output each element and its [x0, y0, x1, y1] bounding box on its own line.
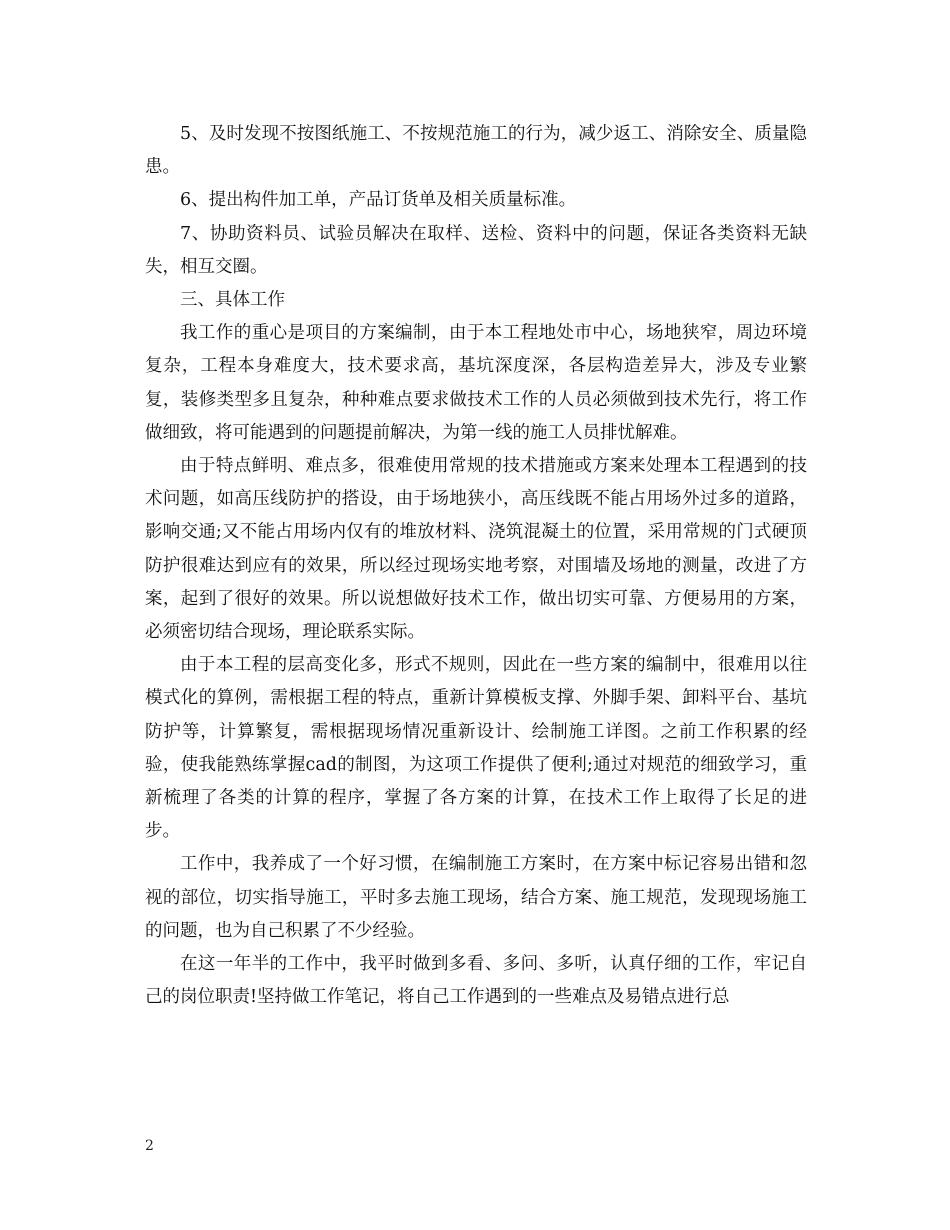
document-body: [145, 118, 807, 1014]
paragraph-item-6: 6、提出构件加工单，产品订货单及相关质量标准。: [180, 190, 577, 211]
paragraph-year-and-half: 在这一年半的工作中，我平时做到多看、多问、多听，认真仔细的工作，牢记自己的岗位职责!坚持做工作笔记，将自己工作遇到的一些难点及易错点进行总: [145, 954, 807, 1008]
paragraph-technical-issues: 由于特点鲜明、难点多，很难使用常规的技术措施或方案来处理本工程遇到的技术问题，如高压线防护的搭设，由于场地狭小，高压线既不能占用场外过多的道路，影响交通;又不能占用场内仅有的堆放材料、浇筑混凝土的位置，采用常规的门式硬顶防护很难达到应有的效果，所以经过现场实地考察，对围墙及场地的测量，改进了方案，起到了很好的效果。所以说想做好技术工作，做出切实可靠、方便易用的方案，必须密切结合现场，理论联系实际。: [145, 456, 807, 643]
paragraph-good-habits: 工作中，我养成了一个好习惯，在编制施工方案时，在方案中标记容易出错和忽视的部位，切实指导施工，平时多去施工现场，结合方案、施工规范，发现现场施工的问题，也为自己积累了不少经验。: [145, 854, 807, 941]
paragraph-floor-height-changes: 由于本工程的层高变化多，形式不规则，因此在一些方案的编制中，很难用以往模式化的算例，需根据工程的特点，重新计算模板支撑、外脚手架、卸料平台、基坑防护等，计算繁复，需根据现场情况重新设计、绘制施工详图。之前工作积累的经验，使我能熟练掌握cad的制图，为这项工作提供了便利;通过对规范的细致学习，重新梳理了各类的计算的程序，掌握了各方案的计算，在技术工作上取得了长足的进步。: [145, 655, 807, 842]
page-number: 2: [145, 1138, 154, 1154]
paragraph-work-focus: 我工作的重心是项目的方案编制，由于本工程地处市中心，场地狭窄，周边环境复杂，工程本身难度大，技术要求高，基坑深度深，各层构造差异大，涉及专业繁复，装修类型多且复杂，种种难点要求做技术工作的人员必须做到技术先行，将工作做细致，将可能遇到的问题提前解决，为第一线的施工人员排忧解难。: [145, 323, 807, 443]
paragraph-item-5: 5、及时发现不按图纸施工、不按规范施工的行为，减少返工、消除安全、质量隐患。: [145, 124, 807, 178]
paragraph-item-7: 7、协助资料员、试验员解决在取样、送检、资料中的问题，保证各类资料无缺失，相互交圈。: [145, 223, 807, 277]
section-heading-specific-work: 三、具体工作: [180, 290, 285, 311]
